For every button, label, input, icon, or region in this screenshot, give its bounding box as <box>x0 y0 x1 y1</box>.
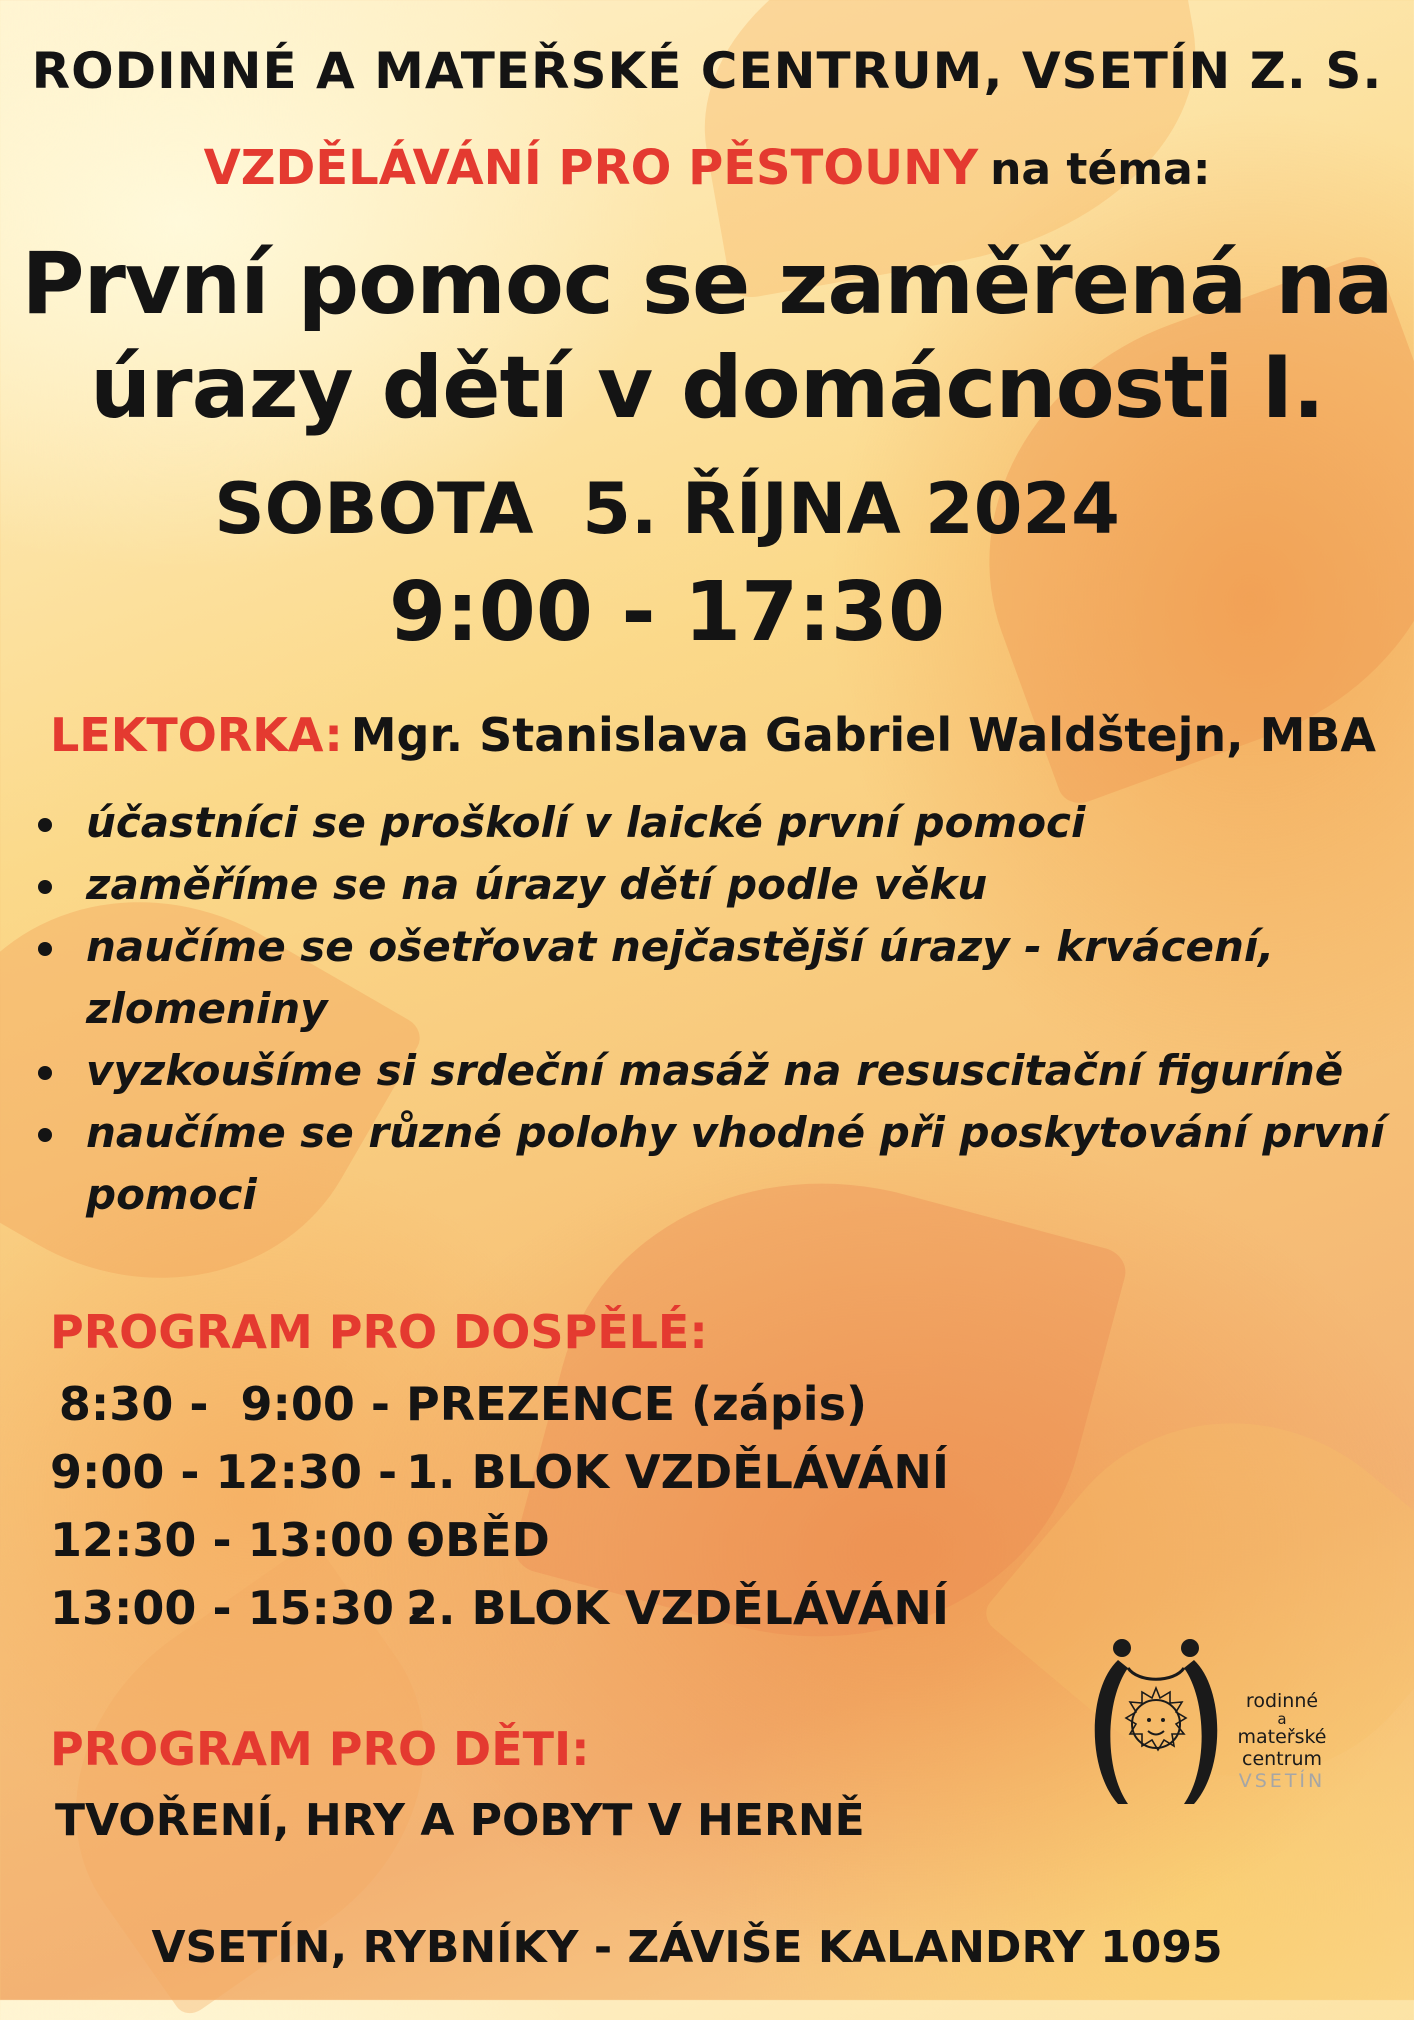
lecturer <box>50 708 1390 762</box>
logo-head-icon <box>1113 1639 1131 1657</box>
program-kids-text: TVOŘENÍ, HRY A POBYT V HERNĚ <box>55 1795 865 1846</box>
sun-icon <box>1126 1688 1186 1750</box>
list-item: vyzkoušíme si srdeční masáž na resuscitační figuríně <box>30 1040 1400 1102</box>
logo-line: mateřské <box>1237 1726 1327 1748</box>
logo-line: rodinné <box>1245 1690 1319 1712</box>
program-kids-title: PROGRAM PRO DĚTI: <box>50 1722 590 1776</box>
subtitle-rest: na téma: <box>990 144 1211 195</box>
schedule-text: PREZENCE (zápis) <box>406 1377 867 1431</box>
lecturer-name: Mgr. Stanislava Gabriel Waldštejn, MBA <box>350 708 1377 762</box>
schedule-row <box>50 1574 949 1642</box>
program-adults-title: PROGRAM PRO DOSPĚLÉ: <box>50 1305 708 1359</box>
event-title <box>0 232 1414 440</box>
topics-list <box>30 792 1400 1226</box>
event-time: 9:00 - 17:30 <box>388 565 946 660</box>
schedule-time: 9:00 - 12:30 - <box>50 1445 414 1499</box>
logo-head-icon <box>1181 1639 1199 1657</box>
logo-line: VSETÍN <box>1238 1770 1326 1792</box>
organization-name: RODINNÉ A MATEŘSKÉ CENTRUM, VSETÍN Z. S. <box>31 42 1383 100</box>
event-date: SOBOTA 5. ŘÍJNA 2024 <box>214 468 1120 550</box>
schedule-text: 1. BLOK VZDĚLÁVÁNÍ <box>406 1445 950 1499</box>
logo-line: a <box>1277 1710 1287 1728</box>
event-title-line1: První pomoc se zaměřená na <box>21 234 1393 334</box>
schedule-text: 2. BLOK VZDĚLÁVÁNÍ <box>406 1581 950 1635</box>
schedule-row <box>50 1506 949 1574</box>
schedule-time: 13:00 - 15:30 - <box>50 1581 446 1635</box>
schedule-time: 8:30 - 9:00 - <box>58 1377 406 1431</box>
schedule-time: 12:30 - 13:00 - <box>50 1513 446 1567</box>
program-adults-schedule <box>50 1370 949 1642</box>
subtitle <box>0 140 1414 196</box>
event-title-line2: úrazy dětí v domácnosti I. <box>89 338 1325 438</box>
subtitle-highlight: VZDĚLÁVÁNÍ PRO PĚSTOUNY <box>203 140 979 196</box>
list-item: zaměříme se na úrazy dětí podle věku <box>30 854 1400 916</box>
schedule-row <box>50 1370 949 1438</box>
list-item: naučíme se různé polohy vhodné při poskytování první pomoci <box>30 1102 1400 1226</box>
list-item: naučíme se ošetřovat nejčastější úrazy - krvácení, zlomeniny <box>30 916 1400 1040</box>
schedule-row <box>50 1438 949 1506</box>
event-address: VSETÍN, RYBNÍKY - ZÁVIŠE KALANDRY 1095 <box>151 1922 1223 1973</box>
logo-text <box>1212 1690 1352 1792</box>
schedule-text: OBĚD <box>406 1513 550 1567</box>
logo-line: centrum <box>1242 1748 1322 1770</box>
lecturer-label: LEKTORKA: <box>50 708 343 762</box>
list-item: účastníci se proškolí v laické první pomoci <box>30 792 1400 854</box>
